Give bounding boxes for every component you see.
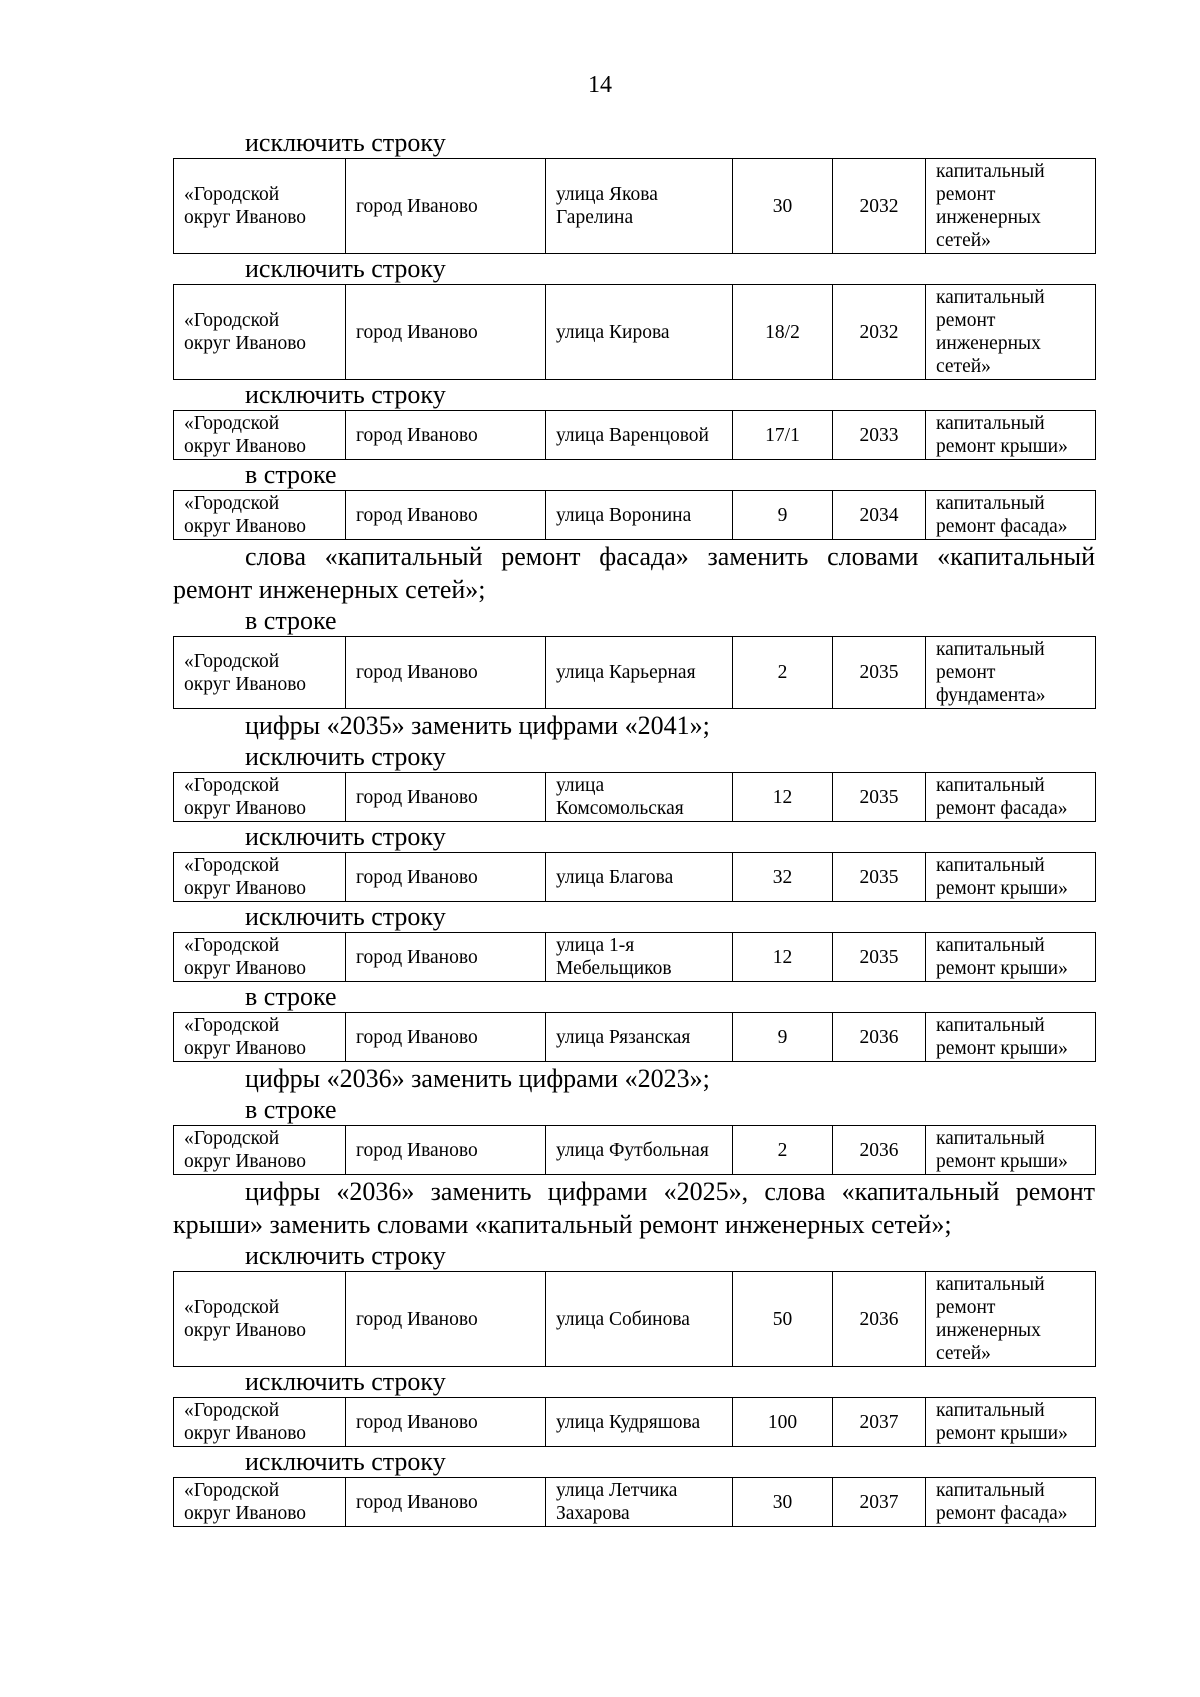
instruction-heading: исключить строку bbox=[245, 128, 446, 157]
city-cell: город Иваново bbox=[346, 637, 546, 709]
instruction-text: цифры «2035» заменить цифрами «2041»; bbox=[245, 711, 710, 740]
work-type-cell: капитальный ремонт инженерных сетей» bbox=[926, 285, 1096, 380]
house-number-cell: 50 bbox=[733, 1272, 833, 1367]
work-type-cell: капитальный ремонт фасада» bbox=[926, 1478, 1096, 1527]
amendment-item bbox=[173, 742, 1095, 822]
house-number-cell: 12 bbox=[733, 773, 833, 822]
work-type-cell: капитальный ремонт фундамента» bbox=[926, 637, 1096, 709]
table-row bbox=[174, 1126, 1096, 1175]
table-row bbox=[174, 933, 1096, 982]
year-cell: 2032 bbox=[833, 159, 926, 254]
work-type-cell: капитальный ремонт фасада» bbox=[926, 773, 1096, 822]
street-cell: улица Кудряшова bbox=[546, 1398, 733, 1447]
work-type-cell: капитальный ремонт крыши» bbox=[926, 1126, 1096, 1175]
year-cell: 2035 bbox=[833, 773, 926, 822]
table-row bbox=[174, 773, 1096, 822]
table-row bbox=[174, 411, 1096, 460]
table-row bbox=[174, 637, 1096, 709]
house-number-cell: 9 bbox=[733, 491, 833, 540]
amendment-item bbox=[173, 460, 1095, 606]
city-cell: город Иваново bbox=[346, 1398, 546, 1447]
municipality-cell: «Городской округ Иваново bbox=[174, 773, 346, 822]
work-type-cell: капитальный ремонт инженерных сетей» bbox=[926, 1272, 1096, 1367]
year-cell: 2034 bbox=[833, 491, 926, 540]
street-cell: улица Кирова bbox=[546, 285, 733, 380]
instruction-heading: в строке bbox=[245, 606, 337, 635]
instruction-text: цифры «2036» заменить цифрами «2025», слова «капитальный ремонт крыши» заменить словами «капитальный ремонт инженерных сетей»; bbox=[173, 1177, 1095, 1239]
amendment-item bbox=[173, 1447, 1095, 1527]
amendment-item bbox=[173, 822, 1095, 902]
amendment-item bbox=[173, 1367, 1095, 1447]
house-number-cell: 17/1 bbox=[733, 411, 833, 460]
street-cell: улица Якова Гарелина bbox=[546, 159, 733, 254]
year-cell: 2036 bbox=[833, 1272, 926, 1367]
city-cell: город Иваново bbox=[346, 933, 546, 982]
address-table bbox=[173, 636, 1096, 709]
city-cell: город Иваново bbox=[346, 1126, 546, 1175]
amendment-item bbox=[173, 380, 1095, 460]
city-cell: город Иваново bbox=[346, 773, 546, 822]
work-type-cell: капитальный ремонт крыши» bbox=[926, 933, 1096, 982]
document-body bbox=[173, 128, 1095, 1527]
municipality-cell: «Городской округ Иваново bbox=[174, 491, 346, 540]
instruction-heading: исключить строку bbox=[245, 380, 446, 409]
address-table bbox=[173, 772, 1096, 822]
year-cell: 2033 bbox=[833, 411, 926, 460]
house-number-cell: 30 bbox=[733, 159, 833, 254]
instruction-heading: исключить строку bbox=[245, 742, 446, 771]
instruction-heading: в строке bbox=[245, 982, 337, 1011]
table-row bbox=[174, 853, 1096, 902]
house-number-cell: 18/2 bbox=[733, 285, 833, 380]
instruction-heading: исключить строку bbox=[245, 1447, 446, 1476]
instruction-heading: исключить строку bbox=[245, 1367, 446, 1396]
street-cell: улица Комсомольская bbox=[546, 773, 733, 822]
city-cell: город Иваново bbox=[346, 1478, 546, 1527]
amendment-item bbox=[173, 254, 1095, 380]
year-cell: 2032 bbox=[833, 285, 926, 380]
city-cell: город Иваново bbox=[346, 411, 546, 460]
instruction-text: слова «капитальный ремонт фасада» заменить словами «капитальный ремонт инженерных сетей»; bbox=[173, 542, 1095, 604]
street-cell: улица Благова bbox=[546, 853, 733, 902]
city-cell: город Иваново bbox=[346, 1013, 546, 1062]
street-cell: улица Варенцовой bbox=[546, 411, 733, 460]
work-type-cell: капитальный ремонт крыши» bbox=[926, 853, 1096, 902]
address-table bbox=[173, 284, 1096, 380]
street-cell: улица Рязанская bbox=[546, 1013, 733, 1062]
table-row bbox=[174, 285, 1096, 380]
amendment-item bbox=[173, 982, 1095, 1095]
address-table bbox=[173, 852, 1096, 902]
instruction-text: цифры «2036» заменить цифрами «2023»; bbox=[245, 1064, 710, 1093]
address-table bbox=[173, 932, 1096, 982]
address-table bbox=[173, 1271, 1096, 1367]
city-cell: город Иваново bbox=[346, 1272, 546, 1367]
address-table bbox=[173, 1012, 1096, 1062]
municipality-cell: «Городской округ Иваново bbox=[174, 159, 346, 254]
street-cell: улица Летчика Захарова bbox=[546, 1478, 733, 1527]
municipality-cell: «Городской округ Иваново bbox=[174, 1478, 346, 1527]
instruction-heading: в строке bbox=[245, 1095, 337, 1124]
municipality-cell: «Городской округ Иваново bbox=[174, 1272, 346, 1367]
address-table bbox=[173, 410, 1096, 460]
municipality-cell: «Городской округ Иваново bbox=[174, 853, 346, 902]
city-cell: город Иваново bbox=[346, 491, 546, 540]
year-cell: 2035 bbox=[833, 637, 926, 709]
table-row bbox=[174, 1398, 1096, 1447]
address-table bbox=[173, 1477, 1096, 1527]
year-cell: 2037 bbox=[833, 1398, 926, 1447]
street-cell: улица 1-я Мебельщиков bbox=[546, 933, 733, 982]
municipality-cell: «Городской округ Иваново bbox=[174, 637, 346, 709]
address-table bbox=[173, 490, 1096, 540]
street-cell: улица Собинова bbox=[546, 1272, 733, 1367]
year-cell: 2036 bbox=[833, 1013, 926, 1062]
work-type-cell: капитальный ремонт фасада» bbox=[926, 491, 1096, 540]
table-row bbox=[174, 1013, 1096, 1062]
street-cell: улица Карьерная bbox=[546, 637, 733, 709]
work-type-cell: капитальный ремонт крыши» bbox=[926, 1013, 1096, 1062]
instruction-heading: исключить строку bbox=[245, 902, 446, 931]
table-row bbox=[174, 491, 1096, 540]
address-table bbox=[173, 1125, 1096, 1175]
house-number-cell: 2 bbox=[733, 1126, 833, 1175]
instruction-heading: исключить строку bbox=[245, 822, 446, 851]
amendment-item bbox=[173, 902, 1095, 982]
house-number-cell: 30 bbox=[733, 1478, 833, 1527]
street-cell: улица Воронина bbox=[546, 491, 733, 540]
municipality-cell: «Городской округ Иваново bbox=[174, 411, 346, 460]
municipality-cell: «Городской округ Иваново bbox=[174, 1398, 346, 1447]
municipality-cell: «Городской округ Иваново bbox=[174, 285, 346, 380]
house-number-cell: 9 bbox=[733, 1013, 833, 1062]
house-number-cell: 12 bbox=[733, 933, 833, 982]
work-type-cell: капитальный ремонт крыши» bbox=[926, 411, 1096, 460]
amendment-item bbox=[173, 606, 1095, 742]
amendment-item bbox=[173, 128, 1095, 254]
address-table bbox=[173, 1397, 1096, 1447]
city-cell: город Иваново bbox=[346, 159, 546, 254]
amendment-item bbox=[173, 1241, 1095, 1367]
work-type-cell: капитальный ремонт крыши» bbox=[926, 1398, 1096, 1447]
table-row bbox=[174, 159, 1096, 254]
street-cell: улица Футбольная bbox=[546, 1126, 733, 1175]
house-number-cell: 2 bbox=[733, 637, 833, 709]
amendment-item bbox=[173, 1095, 1095, 1241]
table-row bbox=[174, 1272, 1096, 1367]
table-row bbox=[174, 1478, 1096, 1527]
year-cell: 2035 bbox=[833, 853, 926, 902]
instruction-heading: в строке bbox=[245, 460, 337, 489]
city-cell: город Иваново bbox=[346, 853, 546, 902]
year-cell: 2035 bbox=[833, 933, 926, 982]
municipality-cell: «Городской округ Иваново bbox=[174, 1013, 346, 1062]
address-table bbox=[173, 158, 1096, 254]
house-number-cell: 100 bbox=[733, 1398, 833, 1447]
city-cell: город Иваново bbox=[346, 285, 546, 380]
municipality-cell: «Городской округ Иваново bbox=[174, 1126, 346, 1175]
house-number-cell: 32 bbox=[733, 853, 833, 902]
work-type-cell: капитальный ремонт инженерных сетей» bbox=[926, 159, 1096, 254]
page-number: 14 bbox=[588, 72, 612, 98]
year-cell: 2036 bbox=[833, 1126, 926, 1175]
instruction-heading: исключить строку bbox=[245, 254, 446, 283]
year-cell: 2037 bbox=[833, 1478, 926, 1527]
municipality-cell: «Городской округ Иваново bbox=[174, 933, 346, 982]
instruction-heading: исключить строку bbox=[245, 1241, 446, 1270]
